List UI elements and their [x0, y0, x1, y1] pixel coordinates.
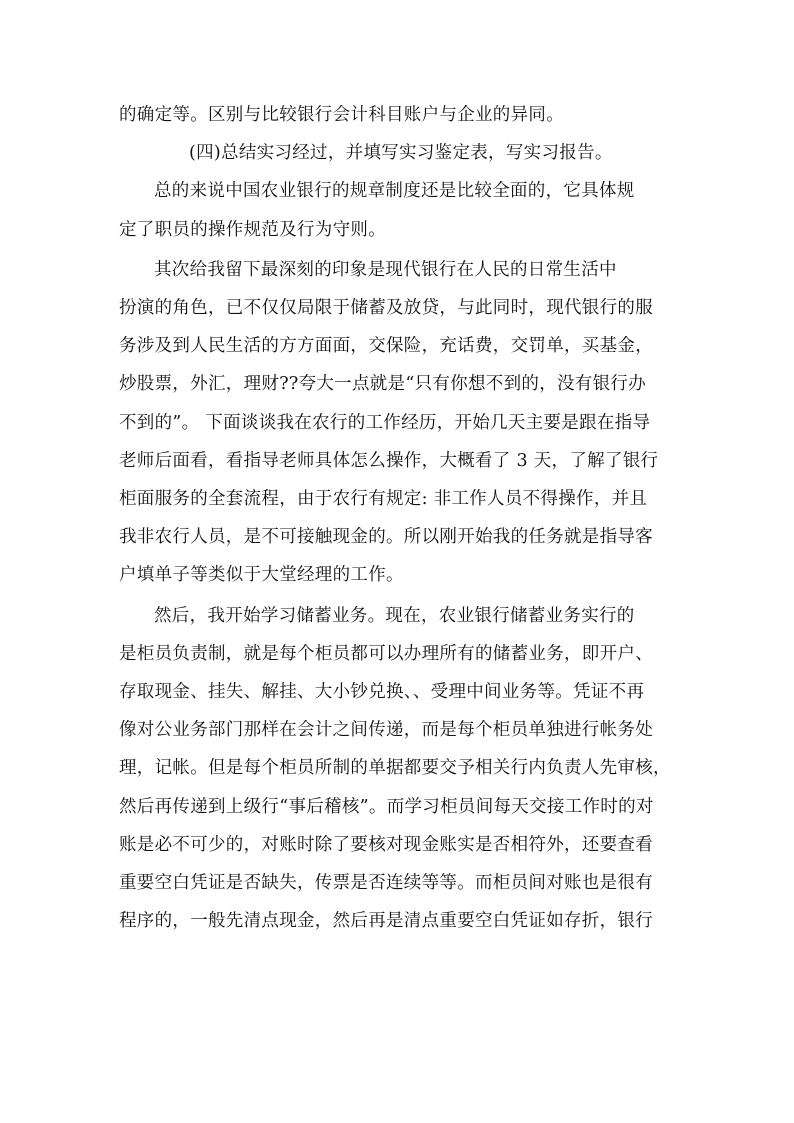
paragraph-line: 存取现金、挂失、解挂、大小钞兑换、、受理中间业务等。凭证不再 — [119, 682, 645, 703]
paragraph-5 — [119, 597, 679, 941]
paragraph-line: 老师后面看，看指导老师具体怎么操作，大概看了 3 天，了解了银行 — [119, 450, 659, 471]
paragraph-line: 的确定等。区别与比较银行会计科目账户与企业的异同。 — [119, 105, 564, 125]
paragraph-line: 户填单子等类似于大堂经理的工作。 — [119, 565, 404, 586]
paragraph-line: 像对公业务部门那样在会计之间传递，而是每个柜员单独进行帐务处 — [119, 720, 653, 741]
paragraph-line: (四)总结实习经过，并填写实习鉴定表，写实习报告。 — [189, 143, 613, 164]
paragraph-line: 不到的”。 下面谈谈我在农行的工作经历，开始几天主要是跟在指导 — [119, 412, 651, 433]
paragraph-line: 炒股票，外汇，理财??夸大一点就是“只有你想不到的，没有银行办 — [119, 374, 647, 395]
paragraph-line: 扮演的角色，已不仅仅局限于储蓄及放贷，与此同时，现代银行的服 — [119, 298, 653, 319]
paragraph-line: 程序的，一般先清点现金，然后再是清点重要空白凭证如存折，银行 — [119, 911, 653, 932]
paragraph-line: 然后，我开始学习储蓄业务。现在，农业银行储蓄业务实行的 — [154, 605, 635, 626]
paragraph-line: 总的来说中国农业银行的规章制度还是比较全面的，它具体规 — [154, 181, 635, 202]
paragraph-line: 理，记帐。但是每个柜员所制的单据都要交予相关行内负责人先审核， — [119, 758, 671, 779]
paragraph-line: 重要空白凭证是否缺失，传票是否连续等等。而柜员间对账也是很有 — [119, 873, 653, 894]
paragraph-line: 账是必不可少的，对账时除了要核对现金账实是否相符外，还要查看 — [119, 834, 653, 855]
document-page — [119, 96, 679, 940]
paragraph-2 — [119, 134, 679, 172]
paragraph-line: 然后再传递到上级行“事后稽核”。而学习柜员间每天交接工作时的对 — [119, 796, 654, 817]
paragraph-3 — [119, 172, 679, 248]
paragraph-4 — [119, 251, 679, 595]
paragraph-line: 其次给我留下最深刻的印象是现代银行在人民的日常生活中 — [154, 259, 617, 280]
paragraph-line: 定了职员的操作规范及行为守则。 — [119, 219, 386, 240]
paragraph-1 — [119, 96, 679, 134]
paragraph-line: 务涉及到人民生活的方方面面，交保险，充话费，交罚单，买基金， — [119, 336, 653, 357]
paragraph-line: 柜面服务的全套流程，由于农行有规定: 非工作人员不得操作，并且 — [119, 489, 648, 510]
paragraph-line: 我非农行人员，是不可接触现金的。所以刚开始我的任务就是指导客 — [119, 527, 653, 548]
paragraph-line: 是柜员负责制，就是每个柜员都可以办理所有的储蓄业务，即开户、 — [119, 643, 653, 664]
